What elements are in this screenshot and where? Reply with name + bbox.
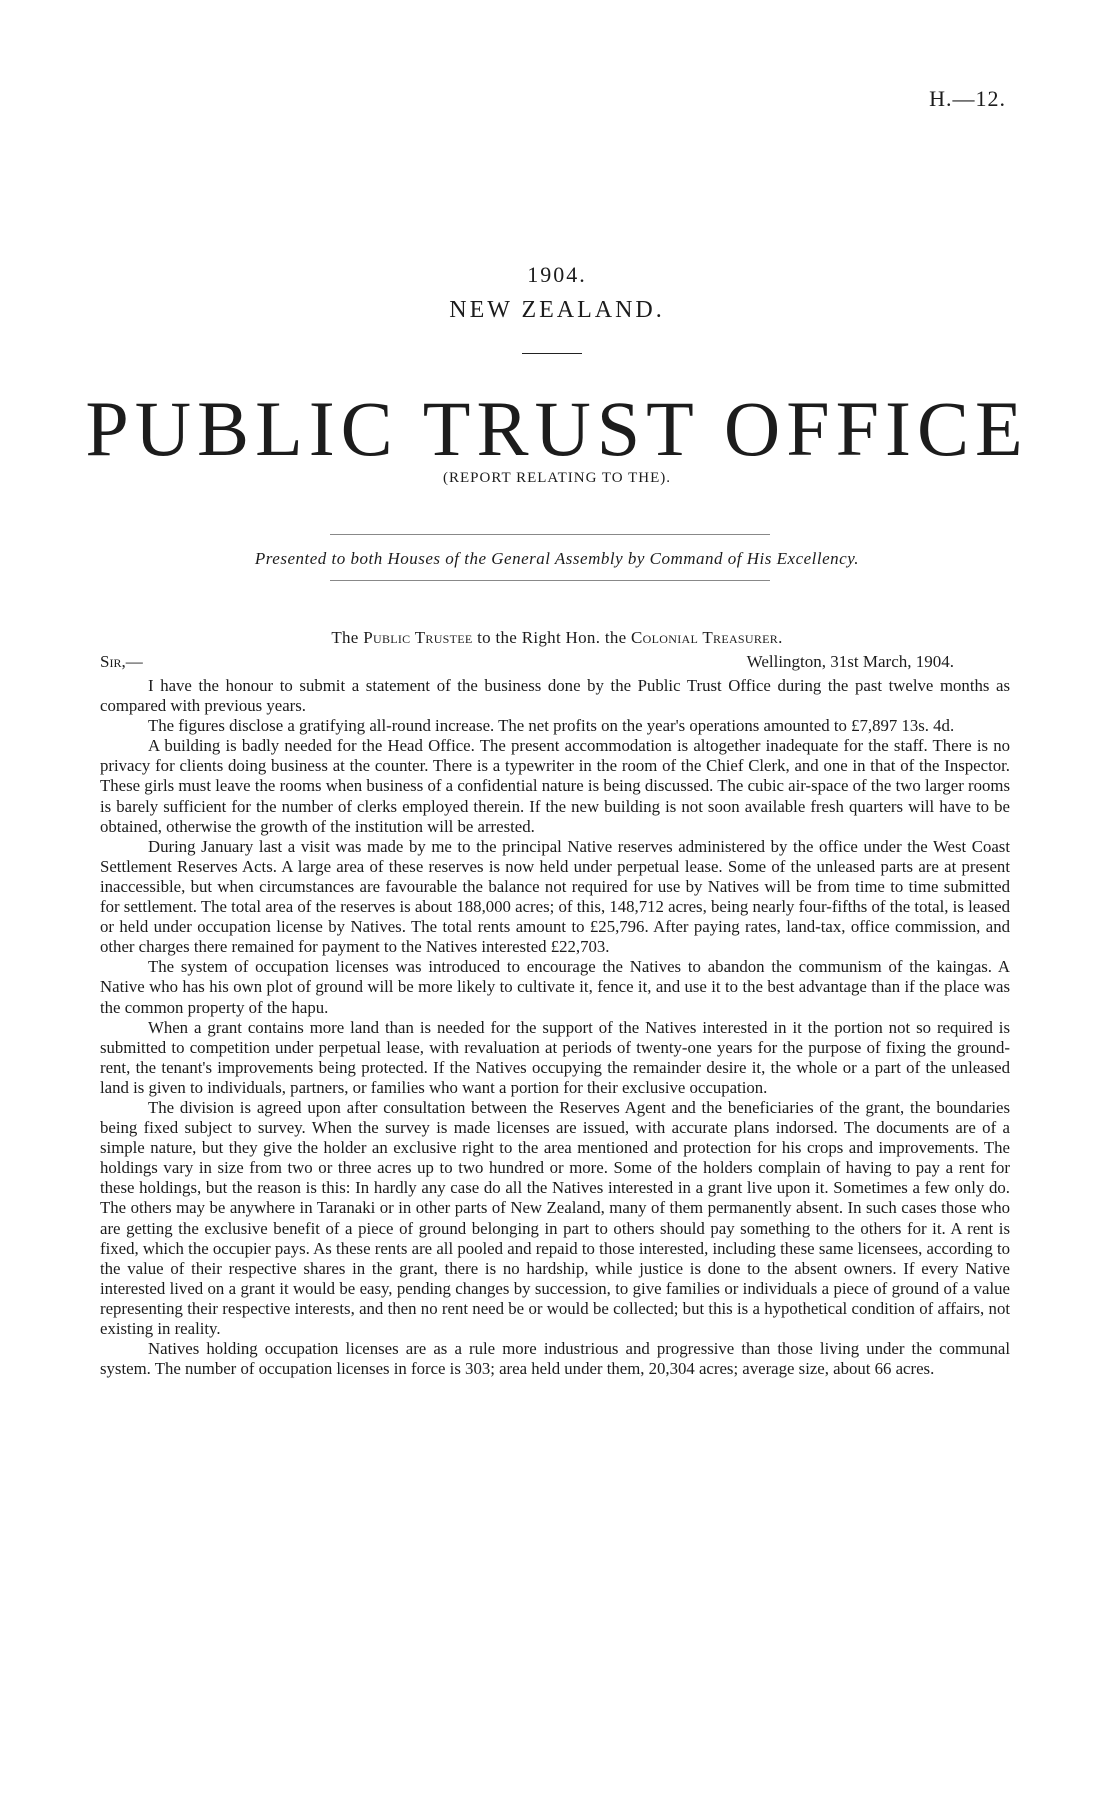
addressee-the: The — [331, 628, 359, 647]
addressee-sender: Public Trustee — [363, 628, 473, 647]
presented-note: Presented to both Houses of the General Assembly by Command of His Excellency. — [254, 549, 860, 568]
paragraph: When a grant contains more land than is needed for the support of the Natives interested in it the portion not so required is submitted to competition under perpetual lease, with revaluation at periods of twenty-one years for the purpose of fixing the ground-rent, the tenant's improvements being protected. If the Natives occupying the remainder desire it, the whole or a part of the unleased land is given to individuals, partners, or families who want a portion for their exclusive occupation. — [100, 1017, 1010, 1097]
paragraph: The division is agreed upon after consultation between the Reserves Agent and the beneficiaries of the grant, the boundaries being fixed subject to survey. When the survey is made licenses are issued, with accurate plans indorsed. The documents are of a simple nature, but they give the holder an exclusive right to the area mentioned and protection for his crops and improvements. The holdings vary in size from two or three acres up to two hundred or more. Some of the holders complain of having to pay a rent for these holdings, but the reason is this: In hardly any case do all the Natives interested in a grant live upon it. Sometimes a few only do. The others may be anywhere in Taranaki or in other parts of New Zealand, many of them permanently absent. In such cases those who are getting the exclusive benefit of a piece of ground belonging in part to others should pay something to the others for it. A rent is fixed, which the occupier pays. As these rents are all pooled and repaid to those interested, including these same licensees, according to the value of their respective shares in the grant, there is no hardship, while justice is done to the absent owners. If every Native interested lived on a grant it would be easy, pending changes by succession, to give families or individuals a piece of ground of a value representing their respective interests, and then no rent need be or would be collected; but this is a hypothetical condition of affairs, not existing in reality. — [100, 1097, 1010, 1338]
page-subtitle: (REPORT RELATING TO THE). — [443, 470, 671, 486]
paragraph: During January last a visit was made by me to the principal Native reserves administered by the office under the West Coast Settlement Reserves Acts. A large area of these reserves is now held under perpetual lease. Some of the unleased parts are at present inaccessible, but when circumstances are favourable the balance not required for use by Natives will be from time to time submitted for settlement. The total area of the reserves is about 188,000 acres; of this, 148,712 acres, being nearly four-fifths of the total, is leased or held under occupation license by Natives. The total rents amount to £25,796. After paying rates, land-tax, office commission, and other charges there remained for payment to the Natives interested £22,703. — [100, 836, 1010, 957]
country-heading: NEW ZEALAND. — [449, 297, 665, 323]
divider-short — [522, 353, 582, 354]
page-identifier: H.—12. — [929, 86, 1006, 111]
paragraph: I have the honour to submit a statement of the business done by the Public Trust Office during the past twelve months as compared with previous years. — [100, 676, 1010, 716]
paragraph: The figures disclose a gratifying all-round increase. The net profits on the year's operations amounted to £7,897 13s. 4d. — [148, 716, 955, 736]
divider-bottom — [330, 580, 770, 581]
report-year: 1904. — [527, 262, 587, 287]
letter-addressee — [0, 628, 1114, 648]
paragraph: The system of occupation licenses was introduced to encourage the Natives to abandon the communism of the kaingas. A Native who has his own plot of ground will be more likely to cultivate it, fence it, and use it to the best advantage than if the place was the common property of the hapu. — [100, 957, 1010, 1017]
letter-dateline: Wellington, 31st March, 1904. — [746, 652, 954, 671]
addressee-recipient: Colonial Treasurer. — [631, 628, 783, 647]
divider-top — [330, 534, 770, 535]
addressee-connector: to the Right Hon. the — [477, 628, 627, 647]
paragraph: A building is badly needed for the Head Office. The present accommodation is altogether inadequate for the staff. There is no privacy for clients doing business at the counter. There is a typewriter in the room of the Chief Clerk, and one in that of the Inspector. These girls must leave the rooms when business of a confidential nature is being discussed. The cubic air-space of the two larger rooms is barely sufficient for the number of clerks employed therein. If the new building is not soon available fresh quarters will have to be obtained, otherwise the growth of the institution will be arrested. — [100, 736, 1010, 836]
letter-body — [100, 676, 1010, 1379]
letter-salutation: Sir,— — [100, 652, 143, 671]
paragraph: Natives holding occupation licenses are as a rule more industrious and progressive than those living under the communal system. The number of occupation licenses in force is 303; area held under them, 20,304 acres; average size, about 66 acres. — [100, 1339, 1010, 1379]
page-title: PUBLIC TRUST OFFICE — [85, 385, 1029, 472]
